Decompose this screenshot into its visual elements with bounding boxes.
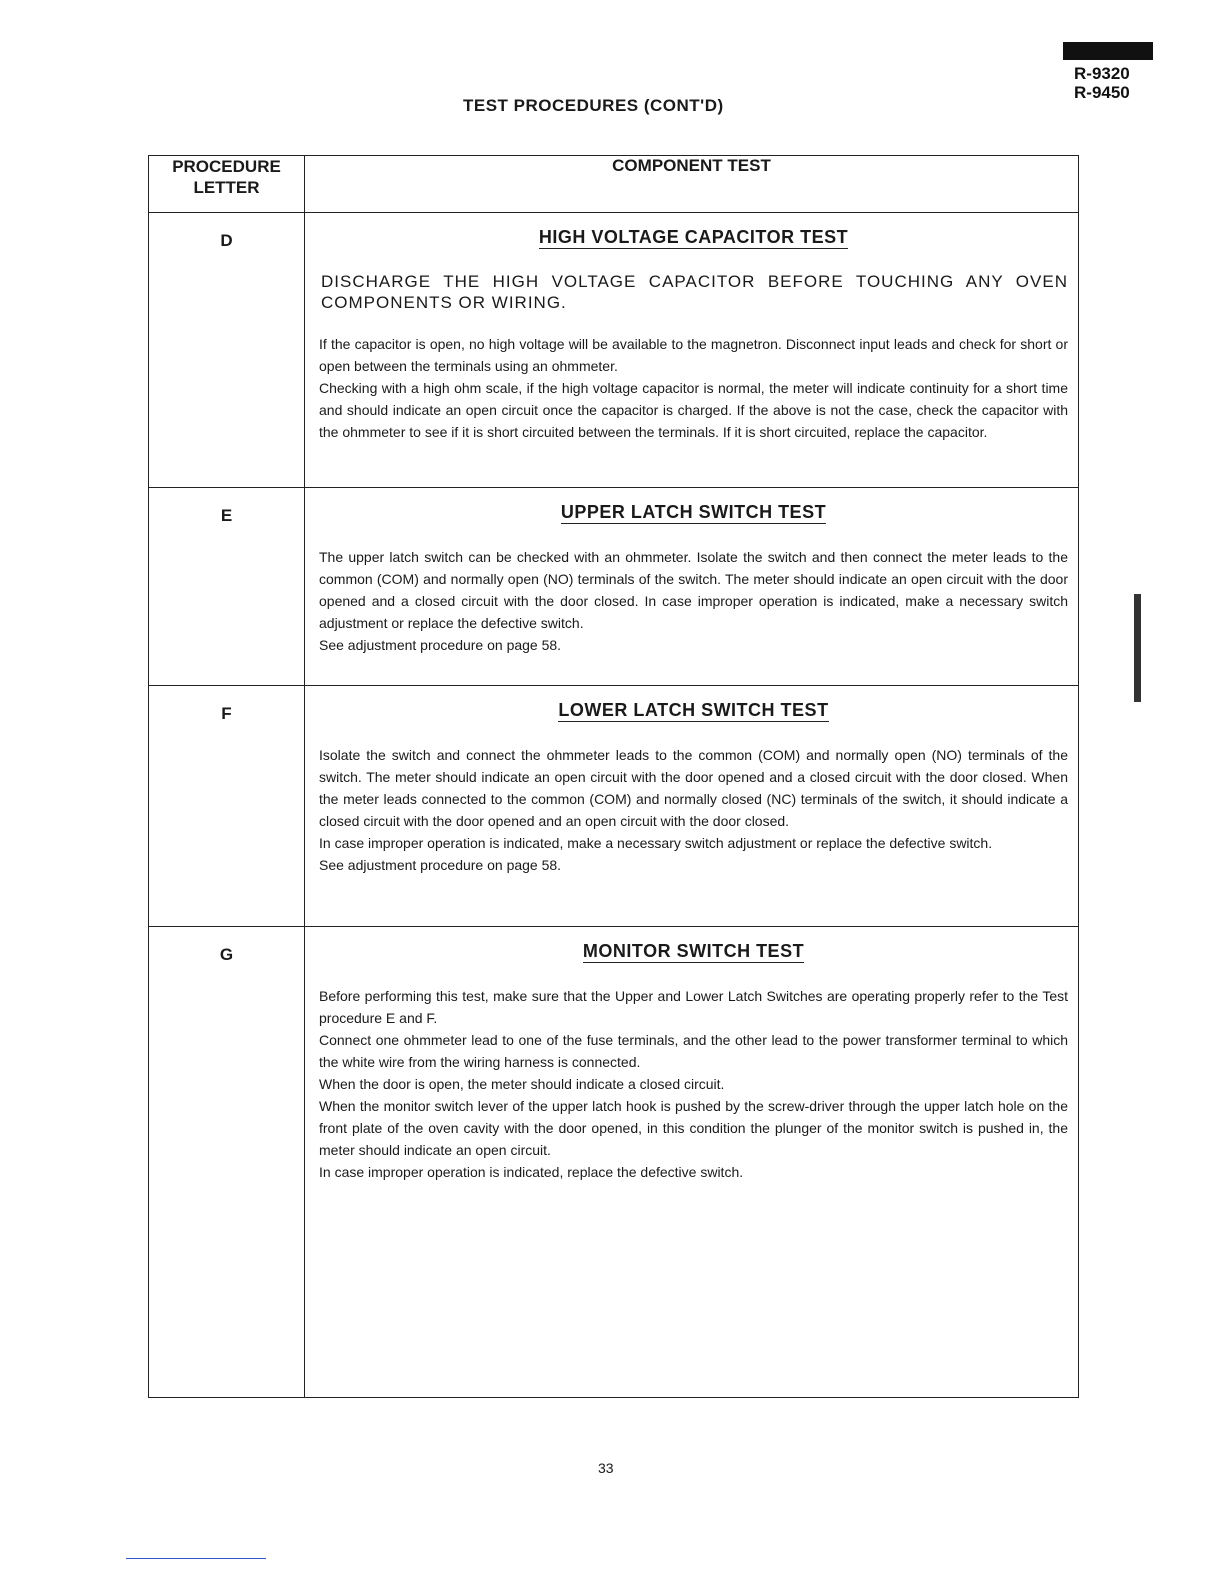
procedure-paragraph: In case improper operation is indicated, replace the defective switch. <box>319 1163 744 1180</box>
test-title: MONITOR SWITCH TEST <box>582 940 805 961</box>
procedure-content <box>305 487 1079 685</box>
model-number: R-9450 <box>1074 83 1130 102</box>
procedure-paragraph: The upper latch switch can be checked with an ohmmeter. Isolate the switch and then connect the meter leads to the common (COM) and normally open (NO) terminals of the switch. The meter should indicate an open circuit with the door opened and a closed circuit with the door closed. In case improper operation is indicated, make a necessary switch adjustment or replace the defective switch. <box>319 548 1068 631</box>
procedure-paragraph: Isolate the switch and connect the ohmmeter leads to the common (COM) and normally open (NO) terminals of the switch. The meter should indicate an open circuit with the door opened and a closed circuit with the door closed. When the meter leads connected to the common (COM) and normally closed (NC) terminals of the switch, it should indicate a closed circuit with the door opened and an open circuit with the door closed. <box>319 747 1068 830</box>
procedure-paragraph: In case improper operation is indicated, make a necessary switch adjustment or replace the defective switch. <box>319 835 993 852</box>
procedure-paragraph: Before performing this test, make sure that the Upper and Lower Latch Switches are operating properly refer to the Test procedure E and F. <box>319 987 1068 1026</box>
procedure-content <box>305 926 1079 1397</box>
page-title: TEST PROCEDURES (CONT'D) <box>463 96 724 115</box>
model-number: R-9320 <box>1074 64 1130 83</box>
procedure-letter-header: PROCEDURE LETTER <box>149 156 305 213</box>
procedure-paragraph: When the door is open, the meter should indicate a closed circuit. <box>319 1075 725 1092</box>
test-title: UPPER LATCH SWITCH TEST <box>560 501 827 522</box>
table-header-row <box>149 156 1079 213</box>
test-procedures-table <box>148 155 1079 1398</box>
test-title: LOWER LATCH SWITCH TEST <box>558 700 829 721</box>
model-numbers <box>1074 64 1130 102</box>
component-test-header: COMPONENT TEST <box>305 156 1079 213</box>
procedure-content <box>305 686 1079 927</box>
procedure-letter: D <box>149 213 305 488</box>
procedure-content <box>305 213 1079 488</box>
procedure-paragraph: Connect one ohmmeter lead to one of the fuse terminals, and the other lead to the power transformer terminal to which the white wire from the wiring harness is connected. <box>319 1031 1068 1070</box>
procedure-paragraph: When the monitor switch lever of the upper latch hook is pushed by the screw-driver through the upper latch hole on the front plate of the oven cavity with the door opened, in this condition the plunger of the monitor switch is pushed in, the meter should indicate an open circuit. <box>319 1097 1068 1158</box>
header-black-bar <box>1063 42 1153 60</box>
warning-text: DISCHARGE THE HIGH VOLTAGE CAPACITOR BEFORE TOUCHING ANY OVEN COMPONENTS OR WIRING. <box>321 272 1068 313</box>
table-row <box>149 213 1079 488</box>
table-row <box>149 686 1079 927</box>
procedure-paragraph: See adjustment procedure on page 58. <box>319 636 562 653</box>
procedure-paragraph: Checking with a high ohm scale, if the high voltage capacitor is normal, the meter will indicate continuity for a short time and should indicate an open circuit once the capacitor is charged. If the above is not the case, check the capacitor with the ohmmeter to see if it is short circuited between the terminals. If it is short circuited, replace the capacitor. <box>319 380 1068 441</box>
table-row <box>149 487 1079 685</box>
footer-rule <box>126 1558 266 1559</box>
procedure-paragraph: If the capacitor is open, no high voltage will be available to the magnetron. Disconnect input leads and check for short or open between the terminals using an ohmmeter. <box>319 336 1068 375</box>
margin-scan-mark <box>1134 594 1141 702</box>
procedure-paragraph: See adjustment procedure on page 58. <box>319 857 562 874</box>
procedure-letter: E <box>149 487 305 685</box>
procedure-letter: G <box>149 926 305 1397</box>
table-row <box>149 926 1079 1397</box>
page-number: 33 <box>598 1460 614 1476</box>
procedure-letter: F <box>149 686 305 927</box>
test-title: HIGH VOLTAGE CAPACITOR TEST <box>538 227 849 248</box>
